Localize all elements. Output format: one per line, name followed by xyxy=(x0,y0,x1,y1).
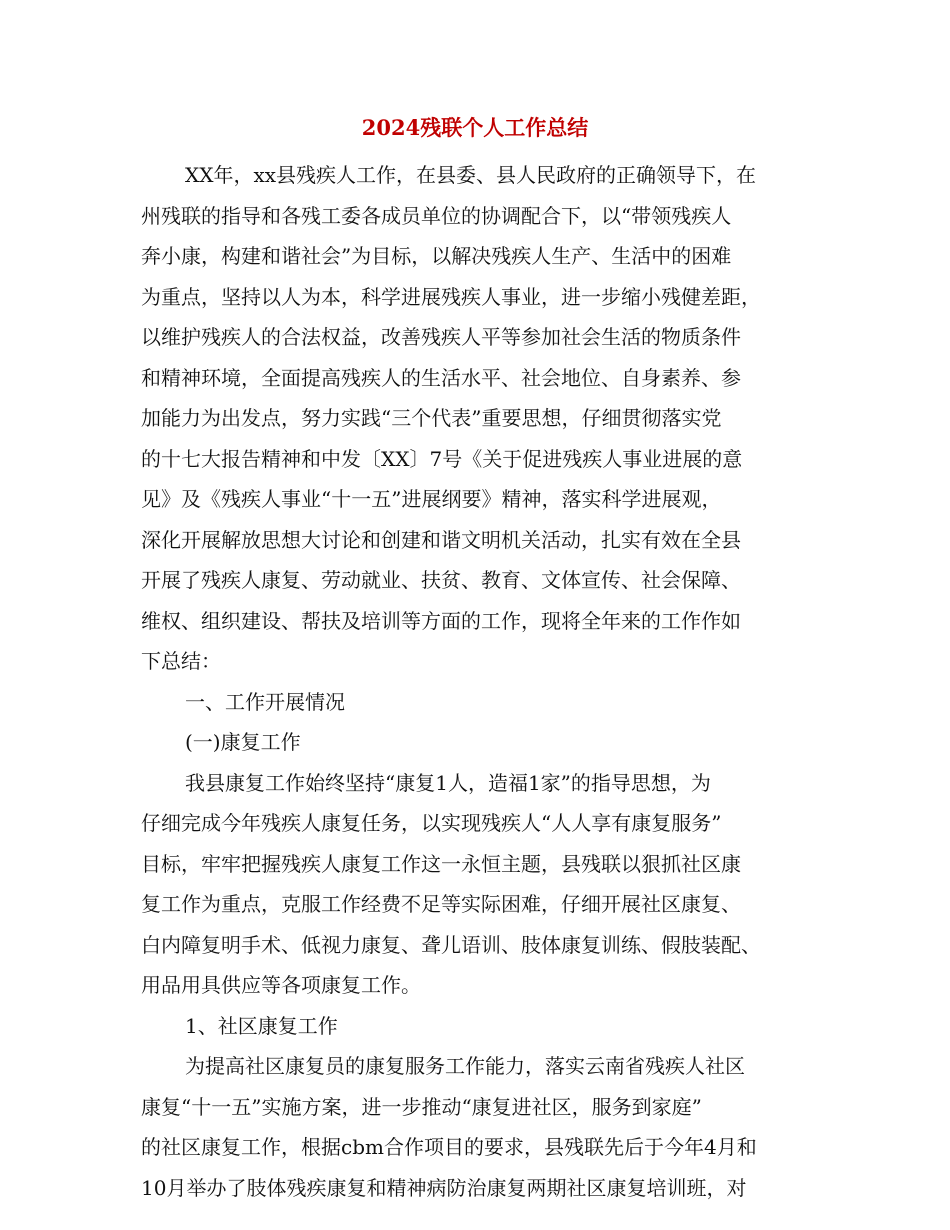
text-line: 用品用具供应等各项康复工作。 xyxy=(141,973,421,997)
text-line: 仔细完成今年残疾人康复任务，以实现残疾人“人人享有康复服务” xyxy=(141,811,722,835)
text-line: 加能力为出发点，努力实践“三个代表”重要思想，仔细贯彻落实党 xyxy=(141,406,722,430)
text-line: 白内障复明手术、低视力康复、聋儿语训、肢体康复训练、假肢装配、 xyxy=(141,932,761,957)
text-line: 我县康复工作始终坚持“康复1人，造福1家”的指导思想，为 xyxy=(185,770,711,795)
text-line: 康复“十一五”实施方案，进一步推动“康复进社区，服务到家庭” xyxy=(141,1094,702,1119)
text-line: 1、社区康复工作 xyxy=(185,1013,338,1038)
text-line: 以维护残疾人的合法权益，改善残疾人平等参加社会生活的物质条件 xyxy=(141,325,741,349)
text-line: 一、工作开展情况 xyxy=(185,689,345,714)
text-line: 为提高社区康复员的康复服务工作能力，落实云南省残疾人社区 xyxy=(185,1054,745,1078)
text-line: XX年，xx县残疾人工作，在县委、县人民政府的正确领导下，在 xyxy=(185,163,757,187)
text-line: 的十七大报告精神和中发〔XX〕7号《关于促进残疾人事业进展的意 xyxy=(141,446,743,471)
text-line: 的社区康复工作，根据cbm合作项目的要求，县残联先后于今年4月和 xyxy=(141,1135,757,1159)
text-line: 见》及《残疾人事业“十一五”进展纲要》精神，落实科学进展观， xyxy=(141,487,722,511)
text-line: 深化开展解放思想大讨论和创建和谐文明机关活动，扎实有效在全县 xyxy=(141,527,741,552)
text-line: 10月举办了肢体残疾康复和精神病防治康复两期社区康复培训班，对 xyxy=(141,1175,747,1200)
text-line: 奔小康，构建和谐社会”为目标，以解决残疾人生产、生活中的困难 xyxy=(141,244,732,268)
text-line: 为重点，坚持以人为本，科学进展残疾人事业，进一步缩小残健差距， xyxy=(141,284,761,309)
text-line: 和精神环境，全面提高残疾人的生活水平、社会地位、自身素养、参 xyxy=(141,365,741,390)
document-body xyxy=(141,155,821,1208)
text-line: (一)康复工作 xyxy=(185,730,301,754)
text-line: 目标，牢牢把握残疾人康复工作这一永恒主题，县残联以狠抓社区康 xyxy=(141,851,741,876)
text-line: 维权、组织建设、帮扶及培训等方面的工作，现将全年来的工作作如 xyxy=(141,608,741,633)
text-line: 州残联的指导和各残工委各成员单位的协调配合下，以“带领残疾人 xyxy=(141,203,732,228)
text-line: 复工作为重点，克服工作经费不足等实际困难，仔细开展社区康复、 xyxy=(141,892,741,916)
text-line: 开展了残疾人康复、劳动就业、扶贫、教育、文体宣传、社会保障、 xyxy=(141,568,741,592)
text-line: 下总结： xyxy=(141,649,221,673)
document-title: 2024残联个人工作总结 xyxy=(361,115,589,140)
